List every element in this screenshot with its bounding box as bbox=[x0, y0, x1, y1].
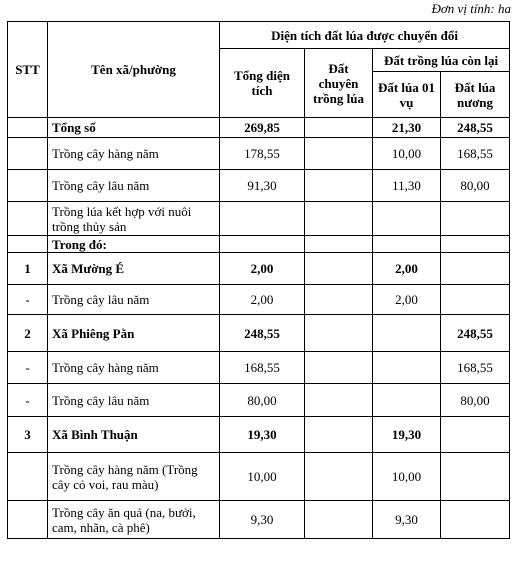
header-remaining-group: Đất trồng lúa còn lại bbox=[373, 49, 510, 72]
row-one-crop bbox=[373, 202, 441, 236]
row-converted bbox=[305, 384, 373, 417]
row-one-crop: 11,30 bbox=[373, 170, 441, 202]
table-row bbox=[8, 118, 510, 138]
row-paddy bbox=[441, 202, 510, 236]
row-name: Trong đó: bbox=[48, 236, 220, 253]
row-stt: - bbox=[8, 352, 48, 384]
table-row bbox=[8, 138, 510, 170]
row-name: Trồng cây lâu năm bbox=[48, 384, 220, 417]
row-paddy bbox=[441, 236, 510, 253]
table-row bbox=[8, 202, 510, 236]
row-stt bbox=[8, 236, 48, 253]
row-total: 248,55 bbox=[220, 315, 305, 352]
row-stt bbox=[8, 118, 48, 138]
table-row bbox=[8, 384, 510, 417]
row-name: Trồng cây hàng năm (Trồng cây cỏ voi, rau màu) bbox=[48, 453, 220, 501]
row-paddy bbox=[441, 253, 510, 285]
row-converted bbox=[305, 118, 373, 138]
row-converted bbox=[305, 253, 373, 285]
row-total: 2,00 bbox=[220, 253, 305, 285]
table-row bbox=[8, 253, 510, 285]
row-total: 9,30 bbox=[220, 501, 305, 539]
row-stt: 3 bbox=[8, 417, 48, 453]
row-one-crop bbox=[373, 315, 441, 352]
row-name: Xã Bình Thuận bbox=[48, 417, 220, 453]
row-one-crop bbox=[373, 236, 441, 253]
table-row bbox=[8, 501, 510, 539]
row-paddy: 168,55 bbox=[441, 138, 510, 170]
row-paddy bbox=[441, 285, 510, 315]
row-one-crop: 21,30 bbox=[373, 118, 441, 138]
header-name: Tên xã/phường bbox=[48, 22, 220, 118]
row-name: Tổng số bbox=[48, 118, 220, 138]
row-paddy: 80,00 bbox=[441, 384, 510, 417]
row-stt bbox=[8, 138, 48, 170]
row-one-crop bbox=[373, 352, 441, 384]
table-row bbox=[8, 352, 510, 384]
row-name: Xã Phiêng Pằn bbox=[48, 315, 220, 352]
unit-label: Đơn vị tính: ha bbox=[431, 1, 511, 16]
row-converted bbox=[305, 170, 373, 202]
table-row bbox=[8, 453, 510, 501]
row-name: Trồng cây ăn quả (na, bưởi, cam, nhãn, cà phê) bbox=[48, 501, 220, 539]
row-paddy bbox=[441, 453, 510, 501]
row-paddy: 80,00 bbox=[441, 170, 510, 202]
header-one-crop: Đất lúa 01 vụ bbox=[373, 72, 441, 118]
table-row bbox=[8, 170, 510, 202]
row-converted bbox=[305, 352, 373, 384]
row-total: 91,30 bbox=[220, 170, 305, 202]
land-conversion-table bbox=[7, 21, 510, 539]
table-row bbox=[8, 417, 510, 453]
row-one-crop bbox=[373, 384, 441, 417]
row-total bbox=[220, 236, 305, 253]
row-converted bbox=[305, 236, 373, 253]
table-row bbox=[8, 285, 510, 315]
row-total: 19,30 bbox=[220, 417, 305, 453]
row-one-crop: 9,30 bbox=[373, 501, 441, 539]
row-converted bbox=[305, 417, 373, 453]
row-paddy bbox=[441, 501, 510, 539]
row-stt bbox=[8, 202, 48, 236]
row-one-crop: 2,00 bbox=[373, 285, 441, 315]
row-one-crop: 2,00 bbox=[373, 253, 441, 285]
header-paddy: Đất lúa nương bbox=[441, 72, 510, 118]
row-name: Xã Mường É bbox=[48, 253, 220, 285]
row-total: 10,00 bbox=[220, 453, 305, 501]
row-stt: 2 bbox=[8, 315, 48, 352]
row-stt bbox=[8, 170, 48, 202]
header-group: Diện tích đất lúa được chuyển đổi bbox=[220, 22, 510, 49]
row-paddy: 248,55 bbox=[441, 315, 510, 352]
row-stt bbox=[8, 501, 48, 539]
row-stt bbox=[8, 453, 48, 501]
header-stt: STT bbox=[8, 22, 48, 118]
row-converted bbox=[305, 138, 373, 170]
row-converted bbox=[305, 453, 373, 501]
row-one-crop: 10,00 bbox=[373, 453, 441, 501]
row-name: Trồng lúa kết hợp với nuôi trồng thủy sản bbox=[48, 202, 220, 236]
table-body bbox=[8, 118, 510, 539]
row-paddy bbox=[441, 417, 510, 453]
row-converted bbox=[305, 315, 373, 352]
row-name: Trồng cây lâu năm bbox=[48, 285, 220, 315]
header-converted: Đất chuyên trồng lúa bbox=[305, 49, 373, 118]
row-total: 168,55 bbox=[220, 352, 305, 384]
row-stt: 1 bbox=[8, 253, 48, 285]
row-stt: - bbox=[8, 384, 48, 417]
row-name: Trồng cây lâu năm bbox=[48, 170, 220, 202]
row-total: 178,55 bbox=[220, 138, 305, 170]
row-total: 2,00 bbox=[220, 285, 305, 315]
row-converted bbox=[305, 501, 373, 539]
header-total: Tổng diện tích bbox=[220, 49, 305, 118]
row-name: Trồng cây hàng năm bbox=[48, 138, 220, 170]
row-total: 80,00 bbox=[220, 384, 305, 417]
row-paddy: 248,55 bbox=[441, 118, 510, 138]
row-name: Trồng cây hàng năm bbox=[48, 352, 220, 384]
row-total bbox=[220, 202, 305, 236]
row-converted bbox=[305, 202, 373, 236]
row-converted bbox=[305, 285, 373, 315]
table-row bbox=[8, 315, 510, 352]
row-one-crop: 19,30 bbox=[373, 417, 441, 453]
row-one-crop: 10,00 bbox=[373, 138, 441, 170]
row-total: 269,85 bbox=[220, 118, 305, 138]
row-stt: - bbox=[8, 285, 48, 315]
row-paddy: 168,55 bbox=[441, 352, 510, 384]
table-row bbox=[8, 236, 510, 253]
